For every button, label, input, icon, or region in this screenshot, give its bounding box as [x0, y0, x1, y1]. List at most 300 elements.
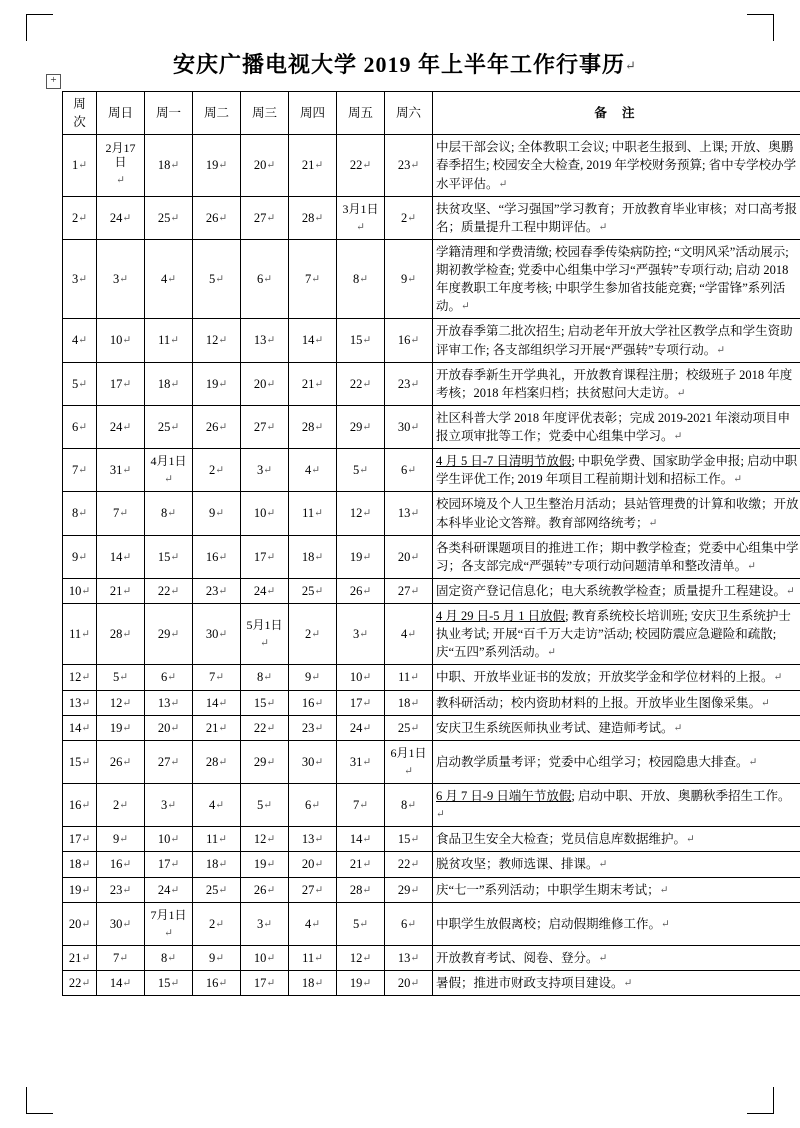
- paragraph-mark-icon: ↵: [311, 800, 321, 812]
- paragraph-mark-icon: ↵: [314, 697, 324, 709]
- paragraph-mark-icon: ↵: [266, 834, 276, 846]
- page-title-text: 安庆广播电视大学 2019 年上半年工作行事历: [173, 52, 626, 77]
- day-cell: 10↵: [241, 945, 289, 970]
- day-cell: 15↵: [145, 535, 193, 578]
- column-header-thursday: 周四: [289, 92, 337, 135]
- day-cell: 8↵: [337, 239, 385, 319]
- paragraph-mark-icon: ↵: [119, 800, 129, 812]
- day-cell: 11↵: [193, 827, 241, 852]
- paragraph-mark-icon: ↵: [218, 978, 228, 989]
- week-number-cell: 16↵: [63, 784, 97, 827]
- paragraph-mark-icon: ↵: [266, 859, 276, 871]
- crop-mark-top-left: [26, 14, 53, 41]
- paragraph-mark-icon: ↵: [547, 647, 556, 659]
- table-row: [63, 784, 800, 827]
- day-cell: 9↵: [385, 239, 433, 319]
- paragraph-mark-icon: ↵: [167, 508, 177, 520]
- day-cell: 23↵: [385, 135, 433, 196]
- week-number-cell: 1↵: [63, 135, 97, 196]
- paragraph-mark-icon: ↵: [122, 335, 132, 347]
- week-number-cell: 8↵: [63, 492, 97, 535]
- day-cell: 16↵: [289, 690, 337, 715]
- day-cell: 11↵: [145, 319, 193, 362]
- paragraph-mark-icon: ↵: [410, 585, 420, 597]
- paragraph-mark-icon: ↵: [410, 978, 420, 989]
- day-cell: 7↵: [193, 665, 241, 690]
- paragraph-mark-icon: ↵: [410, 421, 420, 433]
- paragraph-mark-icon: ↵: [170, 834, 180, 846]
- paragraph-mark-icon: ↵: [733, 474, 743, 486]
- paragraph-mark-icon: ↵: [122, 884, 132, 896]
- day-cell: 23↵: [193, 578, 241, 603]
- paragraph-mark-icon: ↵: [362, 978, 372, 989]
- remark-cell: [433, 604, 800, 665]
- paragraph-mark-icon: ↵: [263, 918, 273, 930]
- day-cell: 2↵: [289, 604, 337, 665]
- paragraph-mark-icon: ↵: [170, 756, 180, 768]
- day-cell: 27↵: [289, 877, 337, 902]
- paragraph-mark-icon: ↵: [773, 672, 783, 684]
- paragraph-mark-icon: ↵: [623, 978, 633, 989]
- paragraph-mark-icon: ↵: [164, 474, 173, 486]
- day-cell: 6↵: [385, 449, 433, 492]
- paragraph-mark-icon: ↵: [266, 551, 276, 563]
- day-cell: 5↵: [241, 784, 289, 827]
- day-cell: 17↵: [337, 690, 385, 715]
- week-number-cell: 17↵: [63, 827, 97, 852]
- day-cell: 30↵: [97, 902, 145, 945]
- week-number-cell: 2↵: [63, 196, 97, 239]
- paragraph-mark-icon: ↵: [170, 859, 180, 871]
- day-cell: 19↵: [337, 535, 385, 578]
- week-number-cell: 10↵: [63, 578, 97, 603]
- paragraph-mark-icon: ↵: [167, 274, 177, 286]
- remark-cell: [433, 971, 800, 996]
- day-cell: 14↵: [289, 319, 337, 362]
- paragraph-mark-icon: ↵: [407, 274, 417, 286]
- day-cell: 9↵: [97, 827, 145, 852]
- paragraph-mark-icon: ↵: [716, 344, 726, 356]
- paragraph-mark-icon: ↵: [170, 629, 180, 641]
- paragraph-mark-icon: ↵: [81, 859, 91, 871]
- table-row: [63, 535, 800, 578]
- paragraph-mark-icon: ↵: [266, 722, 276, 734]
- week-number-cell: 13↵: [63, 690, 97, 715]
- remark-cell: [433, 492, 800, 535]
- day-cell: 30↵: [385, 405, 433, 448]
- paragraph-mark-icon: ↵: [78, 508, 88, 520]
- paragraph-mark-icon: ↵: [215, 465, 225, 477]
- paragraph-mark-icon: ↵: [170, 884, 180, 896]
- paragraph-mark-icon: ↵: [598, 221, 608, 233]
- table-header-row: [63, 92, 800, 135]
- week-number-cell: 19↵: [63, 877, 97, 902]
- day-cell: 17↵: [97, 362, 145, 405]
- day-cell: 6↵: [241, 239, 289, 319]
- day-cell: 2↵: [385, 196, 433, 239]
- day-cell: 11↵: [385, 665, 433, 690]
- day-cell: 22↵: [337, 362, 385, 405]
- paragraph-mark-icon: ↵: [167, 800, 177, 812]
- remark-text: 中职学生放假离校；启动假期维修工作。: [436, 916, 662, 931]
- paragraph-mark-icon: ↵: [81, 978, 91, 989]
- paragraph-mark-icon: ↵: [122, 697, 132, 709]
- paragraph-mark-icon: ↵: [266, 697, 276, 709]
- column-header-remark: 备 注: [433, 92, 800, 135]
- paragraph-mark-icon: ↵: [410, 859, 420, 871]
- paragraph-mark-icon: ↵: [164, 927, 173, 939]
- day-cell: 13↵: [241, 319, 289, 362]
- crop-mark-bottom-right: [747, 1087, 774, 1114]
- paragraph-mark-icon: ↵: [170, 335, 179, 347]
- paragraph-mark-icon: ↵: [266, 884, 276, 896]
- day-cell: 22↵: [241, 715, 289, 740]
- paragraph-mark-icon: ↵: [410, 378, 420, 390]
- day-cell: 24↵: [97, 405, 145, 448]
- day-cell: 4↵: [289, 449, 337, 492]
- day-cell: 8↵: [145, 492, 193, 535]
- paragraph-mark-icon: ↵: [218, 335, 228, 347]
- day-cell: 3月1日↵: [337, 196, 385, 239]
- paragraph-mark-icon: ↵: [81, 722, 91, 734]
- paragraph-mark-icon: ↵: [218, 421, 228, 433]
- paragraph-mark-icon: ↵: [78, 421, 88, 433]
- week-number-cell: 22↵: [63, 971, 97, 996]
- paragraph-mark-icon: ↵: [119, 274, 129, 286]
- paragraph-mark-icon: ↵: [266, 335, 276, 347]
- paragraph-mark-icon: ↵: [407, 465, 417, 477]
- day-cell: 18↵: [289, 971, 337, 996]
- paragraph-mark-icon: ↵: [314, 884, 324, 896]
- paragraph-mark-icon: ↵: [314, 859, 324, 871]
- paragraph-mark-icon: ↵: [266, 585, 276, 597]
- day-cell: 11↵: [289, 945, 337, 970]
- day-cell: 10↵: [241, 492, 289, 535]
- paragraph-mark-icon: ↵: [362, 859, 372, 871]
- day-cell: 13↵: [385, 492, 433, 535]
- day-cell: 20↵: [241, 362, 289, 405]
- day-cell: 5↵: [337, 449, 385, 492]
- table-row: [63, 135, 800, 196]
- paragraph-mark-icon: ↵: [81, 672, 91, 684]
- paragraph-mark-icon: ↵: [362, 756, 372, 768]
- column-header-wednesday: 周三: [241, 92, 289, 135]
- paragraph-mark-icon: ↵: [362, 551, 372, 563]
- day-cell: 2月17日↵: [97, 135, 145, 196]
- paragraph-mark-icon: ↵: [359, 629, 369, 641]
- paragraph-mark-icon: ↵: [356, 221, 365, 233]
- day-cell: 24↵: [145, 877, 193, 902]
- remark-text: 各类科研课题项目的推进工作；期中教学检查；党委中心组集中学习；各支部完成“严强转”专项行动问题清单和整改清单。: [436, 540, 799, 573]
- paragraph-mark-icon: ↵: [122, 918, 132, 930]
- day-cell: 26↵: [241, 877, 289, 902]
- remark-cell: [433, 852, 800, 877]
- paragraph-mark-icon: ↵: [314, 212, 324, 224]
- paragraph-mark-icon: ↵: [78, 335, 88, 347]
- remark-text: 启动教学质量考评；党委中心组学习；校园隐患大排查。: [436, 754, 749, 769]
- paragraph-mark-icon: ↵: [122, 629, 132, 641]
- paragraph-mark-icon: ↵: [314, 756, 324, 768]
- paragraph-mark-icon: ↵: [410, 335, 420, 347]
- paragraph-mark-icon: ↵: [311, 465, 321, 477]
- paragraph-mark-icon: ↵: [81, 800, 91, 812]
- day-cell: 12↵: [337, 945, 385, 970]
- remark-text: 开放春季新生开学典礼，开放教育课程注册；校级班子 2018 年度考核；2018 年档案归档；扶贫慰问大走访。: [436, 367, 793, 400]
- paragraph-mark-icon: ↵: [410, 884, 420, 896]
- paragraph-mark-icon: ↵: [170, 212, 180, 224]
- paragraph-mark-icon: ↵: [218, 551, 228, 563]
- paragraph-mark-icon: ↵: [263, 274, 273, 286]
- paragraph-mark-icon: ↵: [170, 585, 180, 597]
- column-header-friday: 周五: [337, 92, 385, 135]
- day-cell: 21↵: [193, 715, 241, 740]
- table-row: [63, 877, 800, 902]
- day-cell: 28↵: [289, 405, 337, 448]
- paragraph-mark-icon: ↵: [266, 978, 276, 989]
- paragraph-mark-icon: ↵: [362, 421, 372, 433]
- table-row: [63, 449, 800, 492]
- paragraph-mark-icon: ↵: [676, 387, 686, 399]
- paragraph-mark-icon: ↵: [215, 508, 225, 520]
- paragraph-mark-icon: ↵: [314, 160, 324, 172]
- day-cell: 16↵: [193, 535, 241, 578]
- remark-cell: [433, 715, 800, 740]
- paragraph-mark-icon: ↵: [266, 756, 276, 768]
- table-row: [63, 604, 800, 665]
- paragraph-mark-icon: ↵: [78, 551, 88, 563]
- day-cell: 9↵: [193, 492, 241, 535]
- paragraph-mark-icon: ↵: [362, 722, 372, 734]
- paragraph-mark-icon: ↵: [407, 918, 417, 930]
- paragraph-mark-icon: ↵: [314, 978, 324, 989]
- day-cell: 25↵: [145, 405, 193, 448]
- paragraph-mark-icon: ↵: [436, 809, 445, 821]
- day-cell: 27↵: [241, 196, 289, 239]
- remark-text: 安庆卫生系统医师执业考试、建造师考试。: [436, 720, 674, 735]
- day-cell: 28↵: [337, 877, 385, 902]
- day-cell: 26↵: [337, 578, 385, 603]
- table-header: [63, 92, 800, 135]
- day-cell: 10↵: [97, 319, 145, 362]
- paragraph-mark-icon: ↵: [648, 517, 658, 529]
- day-cell: 20↵: [241, 135, 289, 196]
- remark-text: ; 中职免学费、国家助学金申报; 启动中职学生评优工作; 2019 年项目工程前期计划和招标工作。: [436, 454, 798, 487]
- paragraph-mark-icon: ↵: [362, 672, 372, 684]
- column-header-tuesday: 周二: [193, 92, 241, 135]
- remark-cell: [433, 135, 800, 196]
- day-cell: 3↵: [337, 604, 385, 665]
- day-cell: 5↵: [337, 902, 385, 945]
- paragraph-mark-icon: ↵: [170, 551, 180, 563]
- paragraph-mark-icon: ↵: [266, 378, 276, 390]
- paragraph-mark-icon: ↵: [81, 697, 91, 709]
- day-cell: 29↵: [385, 877, 433, 902]
- day-cell: 24↵: [337, 715, 385, 740]
- paragraph-mark-icon: ↵: [81, 585, 91, 597]
- paragraph-mark-icon: ↵: [311, 672, 321, 684]
- remark-text: ; 启动中职、开放、奥鹏秋季招生工作。: [571, 789, 791, 803]
- day-cell: 7↵: [337, 784, 385, 827]
- paragraph-mark-icon: ↵: [314, 335, 324, 347]
- paragraph-mark-icon: ↵: [170, 378, 180, 390]
- week-number-cell: 9↵: [63, 535, 97, 578]
- paragraph-mark-icon: ↵: [218, 212, 228, 224]
- paragraph-mark-icon: ↵: [362, 952, 372, 964]
- remark-highlight-text: 4 月 29 日-5 月 1 日放假: [436, 609, 566, 623]
- table-row: [63, 971, 800, 996]
- paragraph-mark-icon: ↵: [78, 160, 88, 172]
- remark-cell: [433, 665, 800, 690]
- week-number-cell: 7↵: [63, 449, 97, 492]
- day-cell: 4月1日↵: [145, 449, 193, 492]
- page-title: [46, 48, 754, 79]
- day-cell: 4↵: [289, 902, 337, 945]
- table-move-handle-icon[interactable]: +: [46, 74, 61, 89]
- day-cell: 5月1日↵: [241, 604, 289, 665]
- day-cell: 2↵: [97, 784, 145, 827]
- paragraph-mark-icon: ↵: [673, 722, 683, 734]
- remark-text: 暑假；推进市财政支持项目建设。: [436, 976, 624, 990]
- day-cell: 25↵: [145, 196, 193, 239]
- remark-text: 中层干部会议; 全体教职工会议; 中职老生报到、上课; 开放、奥鹏春季招生; 校园安全大检查, 2019 年学校财务预算; 省中专学校办学水平评估。: [436, 140, 797, 191]
- paragraph-mark-icon: ↵: [314, 421, 324, 433]
- paragraph-mark-icon: ↵: [78, 378, 88, 390]
- table-row: [63, 492, 800, 535]
- paragraph-mark-icon: ↵: [661, 918, 670, 930]
- week-number-cell: 15↵: [63, 740, 97, 783]
- paragraph-mark-icon: ↵: [410, 952, 420, 964]
- paragraph-mark-icon: ↵: [314, 508, 323, 520]
- remark-cell: [433, 827, 800, 852]
- day-cell: 23↵: [385, 362, 433, 405]
- paragraph-mark-icon: ↵: [116, 174, 125, 186]
- day-cell: 22↵: [337, 135, 385, 196]
- day-cell: 7↵: [97, 492, 145, 535]
- paragraph-mark-icon: ↵: [311, 629, 321, 641]
- day-cell: 20↵: [145, 715, 193, 740]
- week-number-cell: 11↵: [63, 604, 97, 665]
- day-cell: 25↵: [193, 877, 241, 902]
- paragraph-mark-icon: ↵: [218, 378, 228, 390]
- paragraph-mark-icon: ↵: [362, 378, 372, 390]
- remark-text: 庆“七一”系列活动；中职学生期末考试；: [436, 882, 660, 897]
- column-header-week-line2: 次: [73, 115, 86, 130]
- week-number-cell: 4↵: [63, 319, 97, 362]
- paragraph-mark-icon: ↵: [122, 859, 132, 871]
- paragraph-mark-icon: ↵: [498, 178, 508, 190]
- paragraph-mark-icon: ↵: [747, 560, 756, 572]
- day-cell: 11↵: [289, 492, 337, 535]
- day-cell: 4↵: [193, 784, 241, 827]
- day-cell: 12↵: [193, 319, 241, 362]
- paragraph-mark-icon: ↵: [263, 465, 273, 477]
- paragraph-mark-icon: ↵: [362, 160, 372, 172]
- paragraph-mark-icon: ↵: [218, 722, 228, 734]
- remark-text: 学籍清理和学费清缴; 校园春季传染病防控; “文明风采”活动展示; 期初教学检查; 党委中心组集中学习“严强转”专项行动; 启动 2018 年度教职工年度考核; 中职学生参加省技能竞赛; “学雷锋”系列活动。: [436, 244, 789, 314]
- paragraph-mark-icon: ↵: [170, 722, 180, 734]
- paragraph-mark-icon: ↵: [266, 508, 276, 520]
- day-cell: 7月1日↵: [145, 902, 193, 945]
- column-header-week-line1: 周: [73, 97, 86, 111]
- day-cell: 24↵: [97, 196, 145, 239]
- remark-cell: [433, 578, 800, 603]
- paragraph-mark-icon: ↵: [359, 918, 369, 930]
- day-cell: 17↵: [241, 971, 289, 996]
- paragraph-mark-icon: ↵: [410, 551, 420, 563]
- paragraph-mark-icon: ↵: [362, 508, 372, 520]
- paragraph-mark-icon: ↵: [625, 58, 637, 73]
- paragraph-mark-icon: ↵: [215, 800, 225, 812]
- day-cell: 15↵: [241, 690, 289, 715]
- day-cell: 17↵: [241, 535, 289, 578]
- remark-cell: [433, 319, 800, 362]
- day-cell: 13↵: [385, 945, 433, 970]
- day-cell: 31↵: [337, 740, 385, 783]
- day-cell: 24↵: [241, 578, 289, 603]
- day-cell: 12↵: [337, 492, 385, 535]
- day-cell: 13↵: [145, 690, 193, 715]
- paragraph-mark-icon: ↵: [170, 160, 180, 172]
- day-cell: 21↵: [289, 135, 337, 196]
- paragraph-mark-icon: ↵: [314, 378, 324, 390]
- table-row: [63, 740, 800, 783]
- work-calendar-table: [62, 91, 800, 996]
- week-number-cell: 6↵: [63, 405, 97, 448]
- week-number-cell: 18↵: [63, 852, 97, 877]
- day-cell: 7↵: [289, 239, 337, 319]
- remark-text: 脱贫攻坚；教师选课、排课。: [436, 857, 599, 872]
- paragraph-mark-icon: ↵: [170, 421, 180, 433]
- table-row: [63, 578, 800, 603]
- paragraph-mark-icon: ↵: [761, 697, 770, 709]
- day-cell: 14↵: [337, 827, 385, 852]
- day-cell: 15↵: [337, 319, 385, 362]
- day-cell: 10↵: [145, 827, 193, 852]
- column-header-week: [63, 92, 97, 135]
- paragraph-mark-icon: ↵: [362, 884, 372, 896]
- day-cell: 20↵: [289, 852, 337, 877]
- remark-text: 食品卫生安全大检查；党员信息库数据维护。: [436, 832, 687, 847]
- remark-cell: [433, 902, 800, 945]
- paragraph-mark-icon: ↵: [404, 765, 413, 777]
- day-cell: 27↵: [145, 740, 193, 783]
- remark-cell: [433, 740, 800, 783]
- paragraph-mark-icon: ↵: [122, 421, 132, 433]
- paragraph-mark-icon: ↵: [218, 834, 227, 846]
- remark-cell: [433, 405, 800, 448]
- table-row: [63, 405, 800, 448]
- paragraph-mark-icon: ↵: [122, 551, 132, 563]
- paragraph-mark-icon: ↵: [314, 585, 324, 597]
- day-cell: 12↵: [241, 827, 289, 852]
- day-cell: 9↵: [289, 665, 337, 690]
- day-cell: 22↵: [385, 852, 433, 877]
- day-cell: 13↵: [289, 827, 337, 852]
- paragraph-mark-icon: ↵: [218, 160, 228, 172]
- paragraph-mark-icon: ↵: [314, 952, 323, 964]
- paragraph-mark-icon: ↵: [81, 756, 91, 768]
- paragraph-mark-icon: ↵: [407, 629, 417, 641]
- paragraph-mark-icon: ↵: [410, 834, 420, 846]
- day-cell: 28↵: [193, 740, 241, 783]
- remark-text: 扶贫攻坚、“学习强国”学习教育；开放教育毕业审核；对口高考报名；质量提升工程中期评估。: [436, 201, 798, 234]
- table-row: [63, 362, 800, 405]
- paragraph-mark-icon: ↵: [659, 884, 669, 896]
- table-row: [63, 665, 800, 690]
- remark-text: 开放教育考试、阅卷、登分。: [436, 950, 599, 965]
- day-cell: 23↵: [97, 877, 145, 902]
- day-cell: 28↵: [289, 196, 337, 239]
